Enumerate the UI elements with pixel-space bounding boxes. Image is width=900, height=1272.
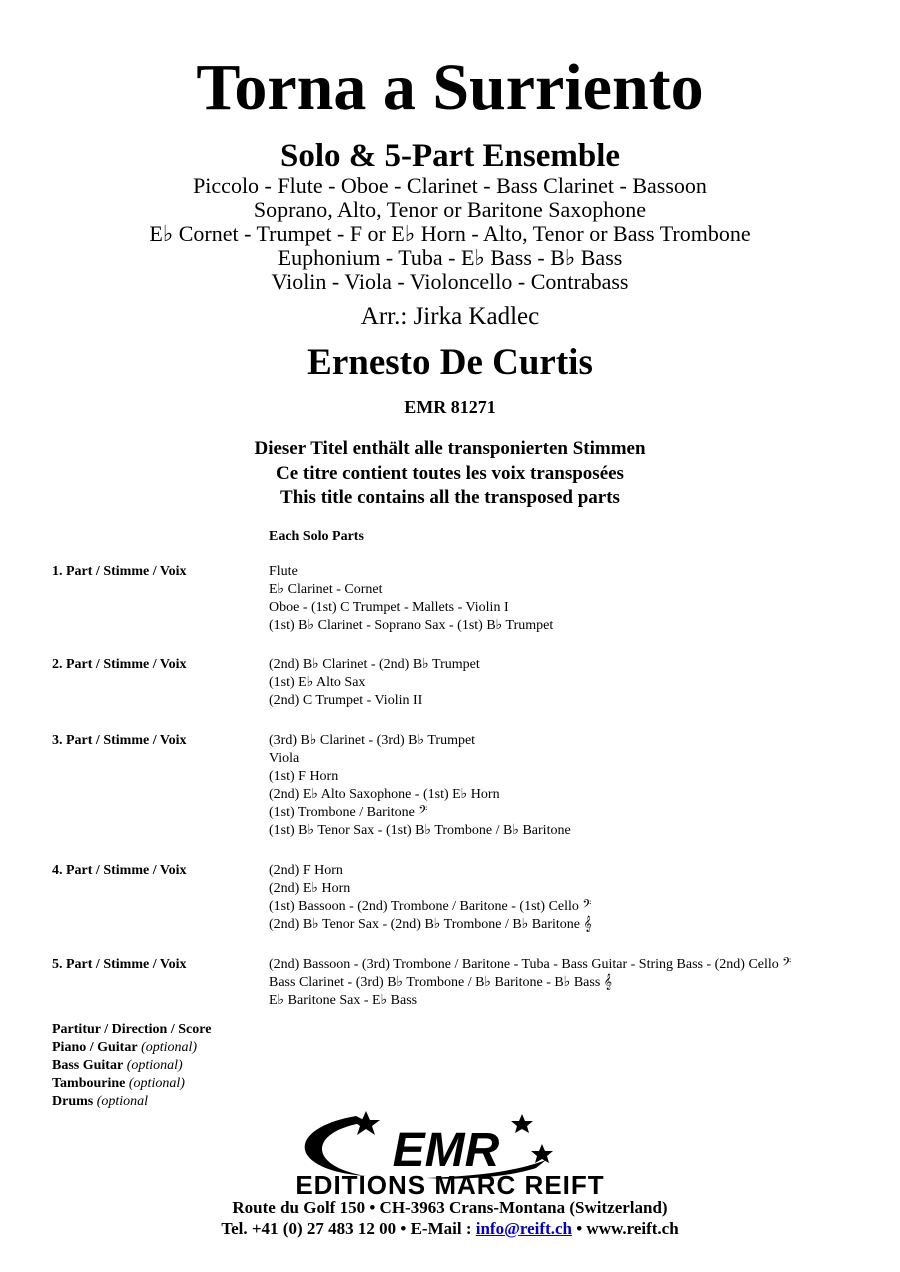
part-instrument-line: (2nd) B♭ Clarinet - (2nd) B♭ Trumpet <box>269 657 480 672</box>
part-instrument-line: E♭ Baritone Sax - E♭ Bass <box>269 993 418 1008</box>
score-title: Torna a Surriento <box>196 51 704 124</box>
instrumentation-line: Soprano, Alto, Tenor or Baritone Saxophone <box>253 197 647 222</box>
emr-logo-graphic <box>246 1108 654 1198</box>
part-instrument-line: (2nd) B♭ Tenor Sax - (2nd) B♭ Trombone / B♭ Baritone 𝄞 <box>269 917 592 932</box>
publisher-address: Route du Golf 150 • CH-3963 Crans-Montana (Switzerland) <box>232 1198 668 1217</box>
part-1-instruments <box>269 563 553 635</box>
additional-part-name: Tambourine <box>52 1076 126 1091</box>
additional-part-note: (optional) <box>126 1058 183 1073</box>
part-instrument-line: (2nd) C Trumpet - Violin II <box>269 693 423 708</box>
part-3-instruments <box>269 732 571 840</box>
additional-part-item <box>52 1057 211 1075</box>
part-instrument-line: (1st) E♭ Alto Sax <box>269 675 366 690</box>
notice-line-french: Ce titre contient toutes les voix transposées <box>276 462 624 484</box>
email-link[interactable]: info@reift.ch <box>475 1219 572 1238</box>
instrumentation-line: Euphonium - Tuba - E♭ Bass - B♭ Bass <box>277 245 623 270</box>
additional-part-name: Partitur / Direction / Score <box>52 1022 212 1037</box>
additional-part-item <box>52 1075 211 1093</box>
instrumentation-line: Violin - Viola - Violoncello - Contrabass <box>271 269 629 294</box>
part-instrument-line: Bass Clarinet - (3rd) B♭ Trombone / B♭ Baritone - B♭ Bass 𝄞 <box>269 975 613 990</box>
composer: Ernesto De Curtis <box>307 342 593 383</box>
additional-part-name: Drums <box>52 1094 94 1109</box>
catalog-number: EMR 81271 <box>404 397 496 417</box>
contact-website: • www.reift.ch <box>571 1219 679 1238</box>
additional-part-note: (optional) <box>128 1076 185 1091</box>
instrumentation-line: E♭ Cornet - Trumpet - F or E♭ Horn - Alto, Tenor or Bass Trombone <box>149 221 751 246</box>
instrumentation-line: Piccolo - Flute - Oboe - Clarinet - Bass Clarinet - Bassoon <box>193 173 707 198</box>
additional-part-item <box>52 1093 211 1111</box>
part-instrument-line: Flute <box>269 564 298 579</box>
part-instrument-line: (1st) F Horn <box>269 769 339 784</box>
publisher-name: EDITIONS MARC REIFT <box>295 1170 605 1198</box>
part-instrument-line: (2nd) E♭ Alto Saxophone - (1st) E♭ Horn <box>269 787 500 802</box>
additional-part-note: (optional) <box>141 1040 198 1055</box>
additional-part-note: (optional <box>96 1094 149 1109</box>
additional-part-name: Bass Guitar <box>52 1058 124 1073</box>
notice-line-english: This title contains all the transposed parts <box>280 487 620 508</box>
instrumentation-list <box>0 174 900 294</box>
part-instrument-line: (2nd) E♭ Horn <box>269 881 351 896</box>
additional-parts-list <box>52 1021 211 1111</box>
part-instrument-line: Oboe - (1st) C Trumpet - Mallets - Violin I <box>269 600 509 615</box>
part-instrument-line: (2nd) Bassoon - (3rd) Trombone / Baritone - Tuba - Bass Guitar - String Bass - (2nd) Cello 𝄢 <box>269 957 792 972</box>
part-1-label: 1. Part / Stimme / Voix <box>52 564 187 579</box>
part-instrument-line: (1st) Trombone / Baritone 𝄢 <box>269 805 428 820</box>
additional-part-name: Piano / Guitar <box>52 1040 138 1055</box>
part-5-label: 5. Part / Stimme / Voix <box>52 957 187 972</box>
arranger: Arr.: Jirka Kadlec <box>360 303 540 330</box>
part-instrument-line: (1st) Bassoon - (2nd) Trombone / Baritone - (1st) Cello 𝄢 <box>269 899 592 914</box>
part-instrument-line: (1st) B♭ Tenor Sax - (1st) B♭ Trombone / B♭ Baritone <box>269 823 571 838</box>
part-2-instruments <box>269 656 480 710</box>
additional-part-item <box>52 1039 211 1057</box>
part-instrument-line: Viola <box>269 751 300 766</box>
contact-phone: Tel. +41 (0) 27 483 12 00 • E-Mail : <box>221 1219 476 1238</box>
logo-mark: EMR <box>392 1124 500 1177</box>
additional-part-item <box>52 1021 211 1039</box>
part-instrument-line: (2nd) F Horn <box>269 863 343 878</box>
transposed-parts-notice <box>0 437 900 511</box>
each-solo-parts-heading: Each Solo Parts <box>269 529 364 544</box>
notice-line-german: Dieser Titel enthält alle transponierten Stimmen <box>254 438 646 459</box>
score-subtitle: Solo & 5-Part Ensemble <box>279 138 621 174</box>
part-instrument-line: (1st) B♭ Clarinet - Soprano Sax - (1st) B♭ Trumpet <box>269 618 554 633</box>
part-2-label: 2. Part / Stimme / Voix <box>52 657 187 672</box>
part-4-instruments <box>269 862 592 934</box>
part-4-label: 4. Part / Stimme / Voix <box>52 863 187 878</box>
publisher-contact <box>0 1218 900 1239</box>
part-instrument-line: E♭ Clarinet - Cornet <box>269 582 383 597</box>
part-3-label: 3. Part / Stimme / Voix <box>52 733 187 748</box>
part-5-instruments <box>269 956 791 1010</box>
emr-logo <box>246 1108 654 1198</box>
part-instrument-line: (3rd) B♭ Clarinet - (3rd) B♭ Trumpet <box>269 733 476 748</box>
